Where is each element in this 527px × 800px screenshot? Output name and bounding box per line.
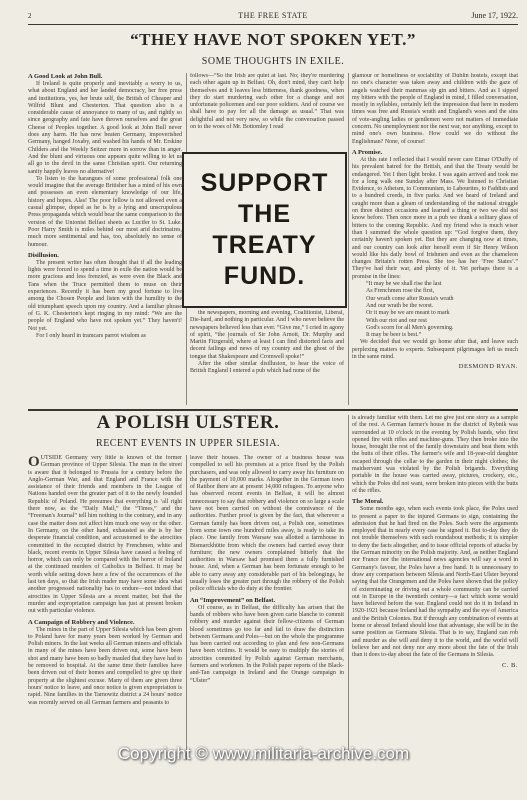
column-divider: [348, 415, 349, 760]
verse-line: “It may be we shall rise the last: [366, 281, 442, 288]
article1-column-2-bottom: [190, 310, 344, 405]
paragraph: the newspapers, morning and evening, Coalitionist, Liberal, Die-hard, and nothing in particular. And I who never believe the newspapers believed less than ever. “Give me,” I cried in agony of spirit, “the journals of Sir John Arnott, Dr. Murphy and Martin Fitzgerald, where at least I can find distorted facts and decent failings and news of my country and the ghost of the tongue that Shakespeare and Cromwell spoke!”: [190, 310, 344, 360]
article1-column-1: [28, 73, 182, 405]
article2-column-1: [28, 455, 182, 760]
section-heading: A Promise.: [352, 148, 383, 156]
drop-cap: O: [28, 455, 40, 470]
section-heading: A Campaign of Robbery and Violence.: [28, 618, 135, 626]
paragraph: To listen to the harangues of some professional folk one would imagine that the average Britisher has a mind of his own and possesses an even elementary knowledge of our life, history and hopes. Alas! The poor fellow is not allowed even a casual glimpse, doped as he is by a lying and unscrupulous Press propaganda which would bear the same comparison to the version of the Unionist Belfast sheets as Lucifer to St. Luke. Poor Harry Smith is miles behind our most arid doctrinaires, much more sentimental and has, too, absolutely no sense of humour.: [28, 175, 182, 248]
verse-line: It may be beer is best.”: [366, 332, 422, 339]
advert-line: TREATY: [212, 231, 317, 259]
paragraph: follows—“So the Irish are quiet at last. No; they're murdering each other again up in Belfast. Oh, don't mind, they can't help themselves and it leaves less bitterness, thank goodness, when they do start murdering each other for a change and not unfortunate policemen and our poor soldiers. And of course we shall have to pay for all the damage as usual.” That was delightful and not very new, so while the conversation passed on to the woes of Mr. Bottomley I read: [190, 73, 344, 131]
paragraph: Of course, as in Belfast, the difficulty has arisen that the bands of robbers who have been given carte blanche to commit robbery and murder against their fellow-citizens of German blood sometimes go too far and fail to draw the distinction between Germans and Poles—but on the whole the programme has been carried out according to plan and few non-Germans have been victims. It would be easy to multiply the stories of atrocities committed by Polish against German merchants, farmers and workmen. In the Polish paper reports of the Black-and-Tan campaign in Ireland and the Orange campaign in “Ulster”: [190, 604, 344, 684]
article1-subtitle: SOME THOUGHTS IN EXILE.: [201, 56, 345, 67]
page-number: 2: [28, 12, 32, 20]
paragraph: At this rate I reflected that I would never care Eimar O'Duffy of his prevalent hatred for the British, and that the Treaty would be endangered. Yet I then light broke. I was again arrived and took me for a long walk one Sunday after Mass. We listened to Christian Evidence, to Atheism, to Communism, to Labourites, to Faddists and to a hundred creeds, in five parks. And we heard of Ireland and caught more than a gleam of understanding of the national struggle on three distinct occasions and learned a thing or two we did not know before. Then once more in a pub we drank a solitary glass of bitters to the coming Republic. And my friend who is much wiser than I summed the whole question up: “God forgive them, they certainly haven't spoken yet. But they are changing now at times, and our country can look after herself even if Sir Henry Wilson would like his daily bowl of Irishmen and even as the chameleon changes Britain's rotten Press. She too has her ‘Free States’.” They've had their war, and plenty of it. Yet perhaps there is a promise in the lines:: [352, 156, 518, 280]
verse-line: Or it may be we are meant to mark: [366, 310, 450, 317]
paragraph: leave their houses. The owner of a business house was compelled to sell his premises at a price fixed by the Polish purchasers, and was only allowed to carry away his furniture on the payment of 10,000 marks. Altogether in the German town of Ratibor there are at present 14,000 refugees. To anyone who has observed recent events in Belfast, it will be almost unnecessary to say that robbery and violence on so large a scale have not been carried on without the connivance of the authorities. Further proof is given by the fact, that wherever a German family has been driven out, a Polish one, sometimes from some town one hundred miles away, is ready to take its place. One family from Warsaw was allotted a farmhouse in Bismarckhütte from which the owners had carried away their furniture; the new owners complained bitterly that the authorities in Warsaw had promised them a fully furnished house. And, when a German has been fortunate enough to be able to carry away any considerable part of his belongings, he usually loses the greater part through the robbery of the Polish police officials who do duty at the frontier.: [190, 455, 344, 593]
advert-line: SUPPORT: [200, 169, 329, 197]
paragraph: Some months ago, when such events took place, the Poles used to present a paper to the injured Germans to sign, containing the admission that he had fired on the Poles. Such were the arguments employed that in nearly every case he signed it. But to-day they do not trouble themselves with such roundabout methods; it is simpler to deny the facts altogether, and to issue official reports of attacks by the German minority on the Polish majority. And, as neither England nor France nor the international news agencies will say a word in Germany's favour, the Poles have a free hand. It is unnecessary to draw any comparison between Silesia and North-East Ulster beyond saying that the Orangemen and the Poles have shown that the policy of exterminating or driving out a whole community can be carried out in Europe in the twentieth century—a fact which some would have believed before the war. England could not do it in Ireland in 1920-1921 because Ireland had the sympathy and the eye of America and the British Colonies. But if through any combination of events at home or abroad Ireland should lose that advantage, she will be in the same position as Germans Silesia. That is to say, England can rob and murder as she will and deny it to the world, and the world will believe her and not deny nor any more about the fate of the Irish than it does to-day about the fate of the Germans in Silesia.: [352, 506, 518, 659]
header-rule: [28, 24, 518, 25]
article1-title: “THEY HAVE NOT SPOKEN YET.”: [130, 30, 416, 49]
article2-column-3: [352, 415, 518, 795]
advert-line: THE: [238, 200, 291, 228]
paragraph: After the other similar disillusion, to hear the voice of British England I entered a pub which had none of the: [190, 361, 344, 375]
verse-line: Our wrath come after Russia's wrath: [366, 295, 454, 302]
paragraph: is already familiar with them. Let me give just one story as a sample of the rest. A German farmer's house in the district of Rybnik was surrounded at 10 o'clock in the evening by Polish bands, who first opened fire with rifles and machine-guns. They then broke into the house, brought the rest of the family downstairs and beat them with the butts of their rifles. The farmer's wife and 18-year-old daughter escaped through the cellar to the garden in their night clothes; the maidservant was violated by the Polish brigands. Everything portable in the house was carried away, pictures, crockery, etc., which the Poles did not want, were broken into pieces with the butts of the rifles.: [352, 415, 518, 494]
verse-line: As Frenchmen rose the first,: [366, 288, 435, 295]
section-heading: A Good Look at John Bull.: [28, 73, 103, 80]
verse-line: With our riot and our rest: [366, 317, 427, 324]
column-divider: [348, 73, 349, 405]
advert-line: FUND.: [223, 262, 306, 290]
paragraph: glamour or homeliness or sociability of Dublin hostels, except that no one's character was taken away and children with the gaze of angels watched their mammas sip gin and bitters. And as I sipped my bitters with the people of England in mind, I filled conversation, mostly in syllables, certainly left the impression that here in modern times was free and Russia's wrath and England's woes and the sins of vote-angling ladies or gentlemen were not matters of immediate concern. No unemployment nor the next war, nor anything, except to mind one's own business. How could we do without the Englishman? None, of course!: [352, 73, 518, 145]
verse-line: And our wrath be the worst.: [366, 302, 434, 309]
paragraph: We decided that we would go home after that, and leave such perplexing matters to experts. Subsequent pilgrimages left us much in the same mind.: [352, 339, 518, 360]
copyright-watermark: Copyright © www.militaria-archive.com: [117, 744, 410, 763]
section-heading: Disillusion.: [28, 251, 59, 259]
paragraph: UTSIDE Germany very little is known of the former German province of Upper Silesia. The man in the street is aware that it belonged to Prussia for a century before the Anglo-German War, and that England and France with the assistance of their friends and members in the League of Nations handed over the greater part of it to the newly founded Republic of Poland. He presumes that everything is ‘all right there now, as the “Daily Mail,” the “Times,” and the “Freeman's Journal” tell him nothing to the contrary, and in any case the matter does not affect him much one way or the other. In Germany, on the other hand, exhausted as she is by her desperate financial condition, and accustomed to the atrocities committed in the occupied district by Frenchmen, white and black, recent events in Upper Silesia have caused a feeling of horror, which can only be compared with the horror of Ireland at the continued murders of Catholics in Belfast. It may be worth while setting down here a few of the occurrences of the last ten days, so that the Irish reader may have some idea what another progressed nationality has to endure—not indeed that atrocities in Upper Silesia are a recent matter, but that the murder and expropriation campaign has just at present broken out with particular violence.: [28, 455, 182, 615]
paragraph: If Ireland is quite properly and inevitably a worry to us, what about England and her landed democracy, her free press and institutions, yes, her brute self, the British of Cheaper and Wilfrid Blunt and Chesterton. That question also is a considerable cause of annoyance to many of us, and rightly so since geography and fate have thrown ourselves and the great Cheese of Peoples together. A good look at John Bull never does any harm. He has now beaten Germany, impoverished Germany, hanged Joxaby, and washed his hands of Mr. Erskine Childers and the Weekly Seitzer more in sorrow than in anger. And the blunt and virtuous one appears quite willing to let us all go to the devil in the same Christian spirit. Our returning sanity happily leaves no alternative!: [28, 81, 182, 175]
treaty-fund-advert: [182, 152, 347, 308]
masthead: THE FREE STATE: [238, 11, 308, 20]
article2-column-2: [190, 455, 344, 760]
section-heading: The Moral.: [352, 498, 384, 506]
paragraph: The present writer has often thought that if all the leading lights were forced to spend a time in exile the nation would be more gracious and less frenzied, as were even the Black and Tans when the Truce permitted them to muse on their experiences. Recently it has been my good fortune to live among the Chosen People and listen with the humility to the old triumphant speech upon my country. And a familiar phrase of G. K. Chesterton's kept ringing in my mind: “We are the people of England who have not spoken yet.” They haven't! Not yet.: [28, 259, 182, 332]
page-header: [28, 10, 518, 22]
section-heading: An “Improvement” on Belfast.: [190, 596, 276, 604]
author-signature: DESMOND RYAN.: [458, 363, 518, 371]
paragraph: For I only heard in tramcars parrot wisdom as: [36, 332, 146, 339]
article1-column-3: [352, 73, 518, 405]
article1-column-2-top: [190, 73, 344, 149]
article2-subtitle: RECENT EVENTS IN UPPER SILESIA.: [96, 438, 280, 449]
verse-line: God's scorn for all Men's governing.: [366, 324, 454, 331]
paragraph: The mines in the part of Upper Silesia which has been given to Poland have for many years been worked by German and Polish miners. In the last weeks all German miners and officials in many of the mines have been driven out, some have been shot and many have been so badly mauled that they have had to be removed to hospital. At the same time their families have been driven out of their homes and compelled to give up their property at the slightest excuse. Many of them are given three hours' notice to leave, and once notice is given expropriation is rapid. Nine families in the Tarnowitz district a 24 hours' notice was recently served on all German farmers and peasants to: [28, 626, 182, 706]
article2-title: A POLISH ULSTER.: [96, 412, 280, 433]
article-divider: [28, 409, 518, 411]
issue-date: June 17, 1922.: [471, 11, 518, 20]
column-divider: [186, 455, 187, 760]
author-signature: C. B.: [501, 661, 518, 669]
